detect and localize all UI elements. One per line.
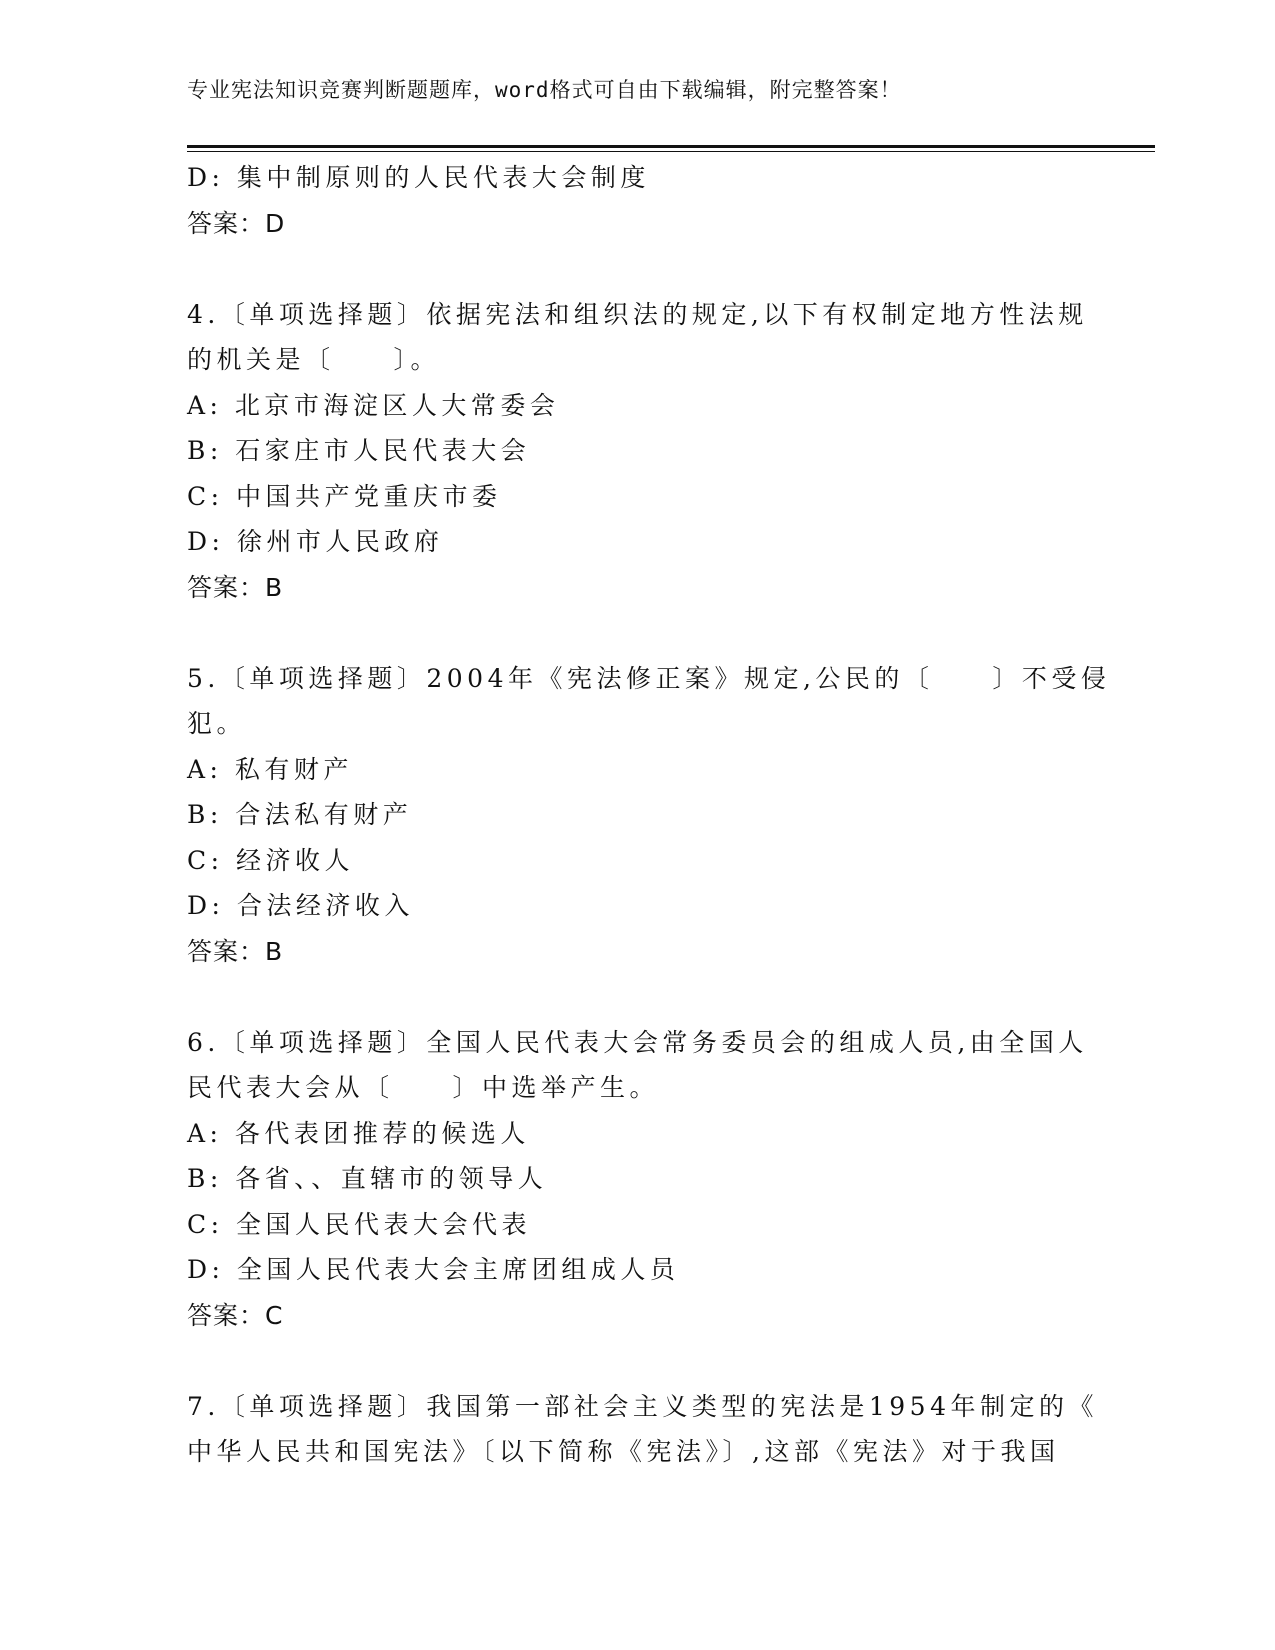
spacer [187, 610, 1087, 656]
question-stem: 4.〔单项选择题〕依据宪法和组织法的规定,以下有权制定地方性法规 [187, 299, 1088, 329]
answer: 答案：D [187, 208, 286, 238]
header-divider-thick [187, 145, 1155, 148]
question-stem: 6.〔单项选择题〕全国人民代表大会常务委员会的组成人员,由全国人 [187, 1027, 1088, 1057]
option-b: B: 合法私有财产 [187, 800, 413, 829]
option-c: C: 经济收人 [187, 845, 354, 875]
question-4 [187, 292, 1087, 611]
spacer [187, 1338, 1087, 1384]
question-list [187, 155, 1111, 1475]
question-stem: 民代表大会从〔 〕中选举产生。 [187, 1073, 660, 1102]
option-a: A: 各代表团推荐的候选人 [187, 1118, 530, 1148]
option-d: D: 全国人民代表大会主席团组成人员 [187, 1255, 680, 1284]
answer: 答案：B [187, 936, 284, 966]
option-d: D: 合法经济收入 [187, 891, 414, 920]
question-stem: 中华人民共和国宪法》〔以下简称《宪法》〕,这部《宪法》对于我国 [187, 1437, 1060, 1466]
question-stem: 7.〔单项选择题〕我国第一部社会主义类型的宪法是1954年制定的《 [187, 1391, 1098, 1421]
option-a: A: 私有财产 [187, 754, 353, 784]
question-5 [187, 656, 1111, 975]
option-b: B: 石家庄市人民代表大会 [187, 436, 531, 465]
page-header: 专业宪法知识竞赛判断题题库，word格式可自由下载编辑，附完整答案！ [187, 78, 902, 102]
spacer [187, 246, 1087, 292]
option-d: D: 徐州市人民政府 [187, 527, 444, 556]
option-b: B: 各省、、直辖市的领导人 [187, 1164, 548, 1193]
option-a: A: 北京市海淀区人大常委会 [187, 390, 560, 420]
answer: 答案：B [187, 572, 284, 602]
option-c: C: 中国共产党重庆市委 [187, 481, 502, 511]
question-stem: 5.〔单项选择题〕2004年《宪法修正案》规定,公民的〔 〕不受侵 [187, 663, 1111, 693]
header-divider-thin [187, 151, 1155, 152]
question-6 [187, 1020, 1087, 1339]
question-stem: 犯。 [187, 709, 247, 738]
spacer [187, 974, 1087, 1020]
option-c: C: 全国人民代表大会代表 [187, 1209, 531, 1239]
answer: 答案：C [187, 1300, 284, 1330]
question-stem: 的机关是〔 〕。 [187, 345, 441, 374]
question-3-tail [187, 155, 1087, 246]
question-7 [187, 1384, 1098, 1475]
option-d: D: 集中制原则的人民代表大会制度 [187, 163, 650, 192]
